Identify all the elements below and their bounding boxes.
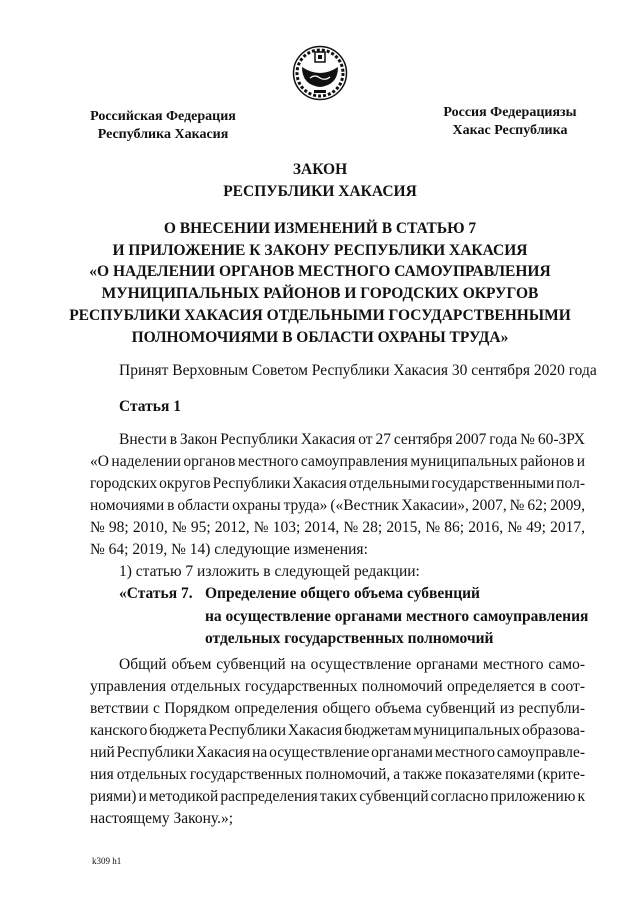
coat-of-arms-icon (292, 45, 348, 101)
article-7-heading-line: отдельных государственных полномочий (205, 630, 494, 647)
doc-type-subtitle: РЕСПУБЛИКИ ХАКАСИЯ (223, 183, 417, 200)
paragraph-line: канского бюджета Республики Хакасия бюджетам муниципальных образова- (90, 722, 585, 739)
emblem (292, 45, 348, 101)
paragraph-line: управления отдельных государственных полномочий определяется в соот- (90, 678, 585, 695)
paragraph-line: городских округов Республики Хакасия отдельными государственными пол- (90, 475, 585, 492)
paragraph-line: номочиями в области охраны труда» («Вестник Хакасии», 2007, № 62; 2009, (90, 497, 585, 514)
title-line: И ПРИЛОЖЕНИЕ К ЗАКОНУ РЕСПУБЛИКИ ХАКАСИЯ (112, 241, 528, 259)
paragraph-line: Общий объем субвенций на осуществление органами местного само- (119, 656, 585, 673)
header-right (435, 104, 585, 140)
article-7-heading-line: Определение общего объема субвенций (205, 585, 480, 602)
header-left-line: Республика Хакасия (97, 127, 229, 142)
article-7-prefix: «Статья 7. (119, 585, 193, 602)
header-right-line: Россия Федерациязы (443, 105, 577, 120)
header-left-line: Российская Федерация (90, 109, 236, 124)
header-left (88, 108, 238, 144)
paragraph-line: риями) и методикой распределения таких субвенций согласно приложению к (90, 788, 585, 805)
header-right-line: Хакас Республика (452, 123, 568, 138)
title-line: ПОЛНОМОЧИЯМИ В ОБЛАСТИ ОХРАНЫ ТРУДА» (131, 328, 509, 346)
footer-code: k309 h1 (92, 856, 122, 866)
title-line: О ВНЕСЕНИИ ИЗМЕНЕНИЙ В СТАТЬЮ 7 (163, 220, 477, 237)
paragraph-line: ветствии с Порядком определения общего объема субвенций из республи- (90, 700, 585, 717)
paragraph-line: № 98; 2010, № 95; 2012, № 103; 2014, № 28; 2015, № 86; 2016, № 49; 2017, (90, 519, 585, 536)
paragraph-line: настоящему Закону.»; (90, 810, 234, 827)
article-1-heading: Статья 1 (119, 398, 181, 415)
title-line: МУНИЦИПАЛЬНЫХ РАЙОНОВ И ГОРОДСКИХ ОКРУГОВ (101, 285, 539, 303)
title-line: РЕСПУБЛИКИ ХАКАСИЯ ОТДЕЛЬНЫМИ ГОСУДАРСТВЕННЫМИ (69, 306, 571, 324)
paragraph-line: ний Республики Хакасия на осуществление органами местного самоуправле- (90, 744, 585, 761)
adopted-line: Принят Верховным Советом Республики Хакасия 30 сентября 2020 года (119, 362, 597, 379)
paragraph-line: Внести в Закон Республики Хакасия от 27 сентября 2007 года № 60-ЗРХ (119, 431, 585, 448)
doc-type: ЗАКОН (292, 161, 348, 178)
title-line: «О НАДЕЛЕНИИ ОРГАНОВ МЕСТНОГО САМОУПРАВЛЕНИЯ (89, 263, 551, 281)
paragraph-line: ния отдельных государственных полномочий, а также показателями (крите- (90, 766, 585, 783)
article-7-heading-line: на осуществление органами местного самоуправления (205, 607, 589, 625)
paragraph-line: № 64; 2019, № 14) следующие изменения: (90, 541, 368, 558)
paragraph-line: «О наделении органов местного самоуправления муниципальных районов и (90, 453, 585, 470)
item-1: 1) статью 7 изложить в следующей редакции: (119, 563, 420, 580)
